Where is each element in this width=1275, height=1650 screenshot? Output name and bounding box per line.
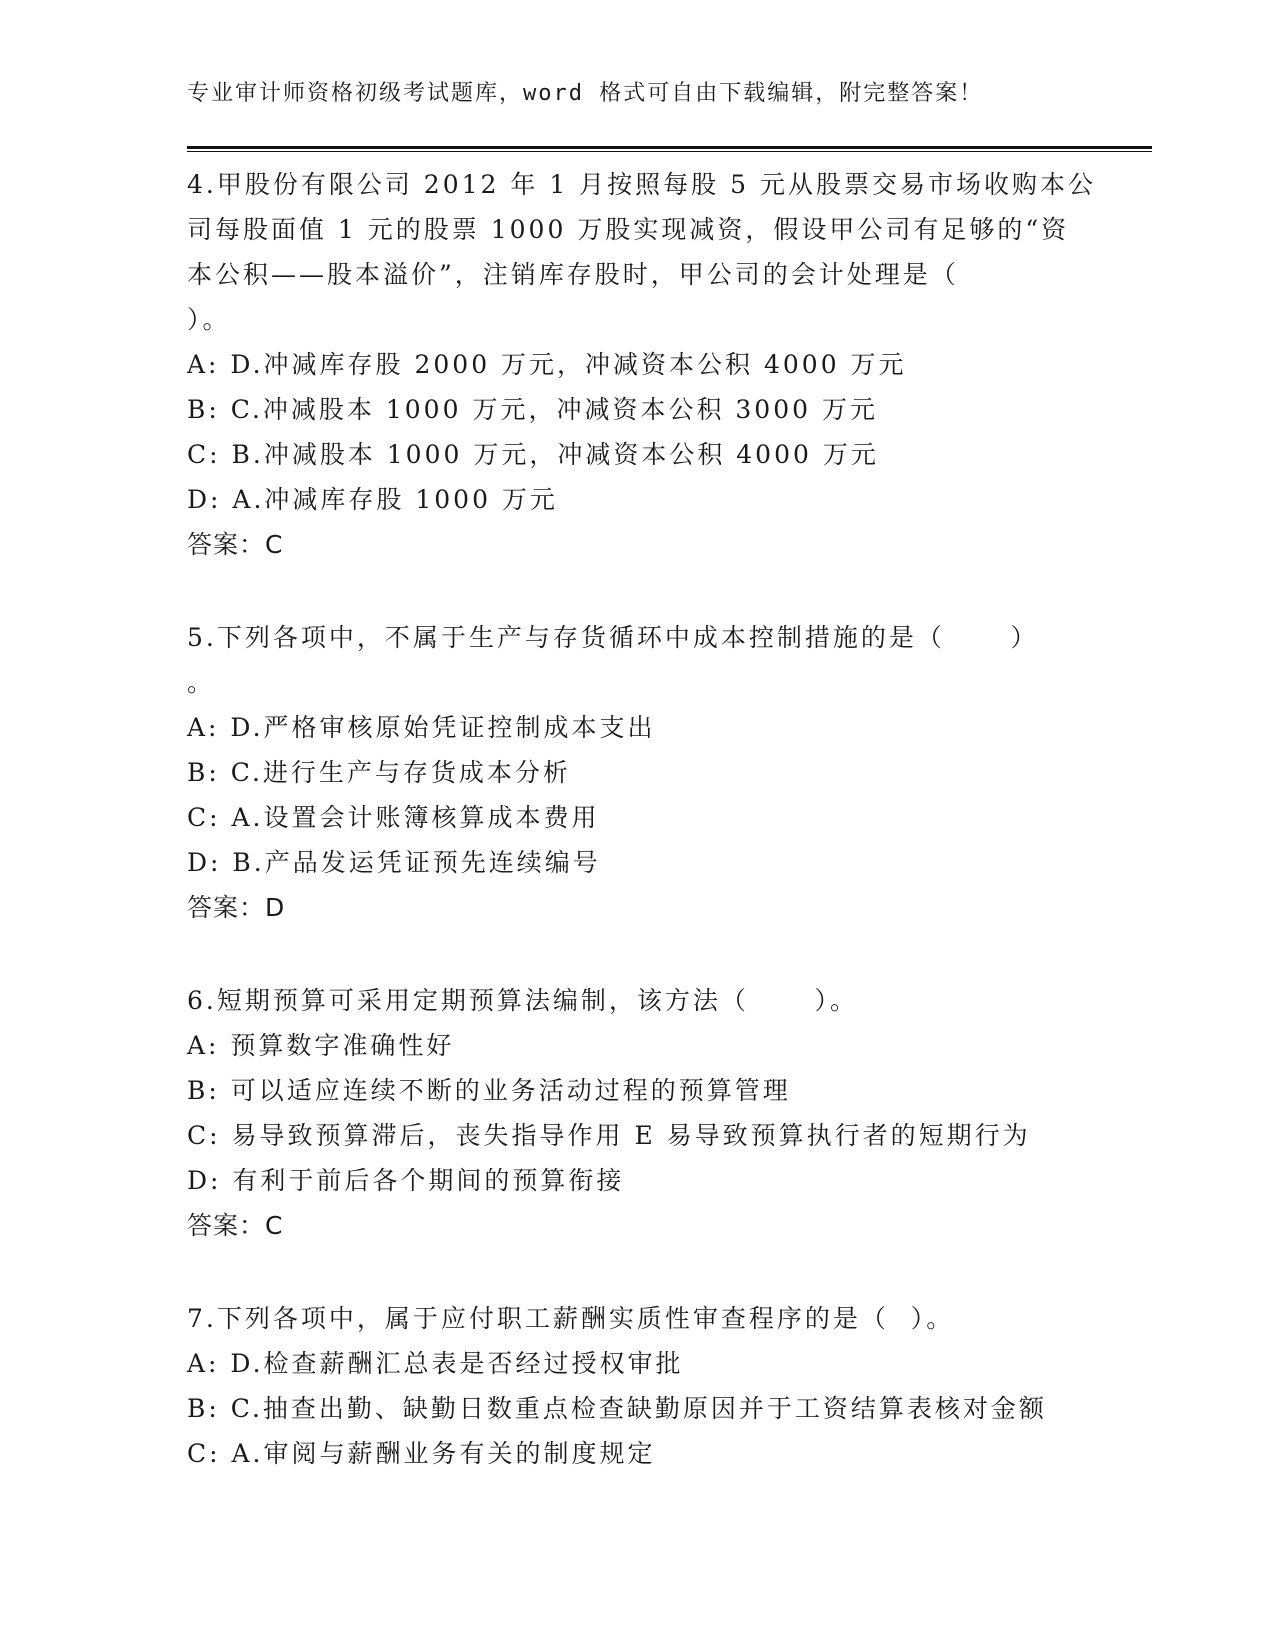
- option-c: C: A.审阅与薪酬业务有关的制度规定: [187, 1439, 656, 1468]
- header-rule-thin: [187, 151, 1152, 152]
- option-a: A: D.冲减库存股 2000 万元，冲减资本公积 4000 万元: [187, 350, 907, 379]
- option-b: B: C.抽查出勤、缺勤日数重点检查缺勤原因并于工资结算表核对金额: [187, 1394, 1047, 1423]
- question-5: [187, 615, 1087, 930]
- option-c: C: B.冲减股本 1000 万元，冲减资本公积 4000 万元: [187, 440, 879, 469]
- question-stem-line: 5.下列各项中，不属于生产与存货循环中成本控制措施的是（ ）: [187, 623, 1039, 652]
- option-d: D: A.冲减库存股 1000 万元: [187, 485, 558, 514]
- question-list: [187, 162, 1096, 1476]
- answer: 答案：C: [187, 530, 284, 559]
- question-stem-line: 6.短期预算可采用定期预算法编制，该方法（ ）。: [187, 986, 859, 1015]
- answer: 答案：D: [187, 893, 286, 922]
- header-rule-thick: [187, 146, 1152, 149]
- option-c: C: 易导致预算滞后，丧失指导作用 E 易导致预算执行者的短期行为: [187, 1121, 1031, 1150]
- question-stem-line: 4.甲股份有限公司 2012 年 1 月按照每股 5 元从股票交易市场收购本公: [187, 170, 1096, 199]
- question-stem-line: ）。: [187, 305, 231, 334]
- document-header: 专业审计师资格初级考试题库，word 格式可自由下载编辑，附完整答案！: [187, 81, 984, 106]
- option-c: C: A.设置会计账簿核算成本费用: [187, 803, 600, 832]
- option-a: A: D.严格审核原始凭证控制成本支出: [187, 713, 656, 742]
- option-b: B: C.进行生产与存货成本分析: [187, 758, 571, 787]
- question-stem-line: 。: [187, 668, 216, 697]
- question-stem-line: 司每股面值 1 元的股票 1000 万股实现减资，假设甲公司有足够的“资: [187, 215, 1070, 244]
- option-a: A: D.检查薪酬汇总表是否经过授权审批: [187, 1349, 684, 1378]
- option-a: A: 预算数字准确性好: [187, 1031, 455, 1060]
- question-6: [187, 978, 1087, 1248]
- option-d: D: B.产品发运凭证预先连续编号: [187, 848, 601, 877]
- answer: 答案：C: [187, 1211, 284, 1240]
- question-7: [187, 1296, 1087, 1476]
- option-b: B: 可以适应连续不断的业务活动过程的预算管理: [187, 1076, 791, 1105]
- option-b: B: C.冲减股本 1000 万元，冲减资本公积 3000 万元: [187, 395, 878, 424]
- question-stem-line: 7.下列各项中，属于应付职工薪酬实质性审查程序的是（ ）。: [187, 1304, 955, 1333]
- question-4: [187, 162, 1096, 567]
- question-stem-line: 本公积——股本溢价”，注销库存股时，甲公司的会计处理是（: [187, 260, 959, 289]
- option-d: D: 有利于前后各个期间的预算衔接: [187, 1166, 625, 1195]
